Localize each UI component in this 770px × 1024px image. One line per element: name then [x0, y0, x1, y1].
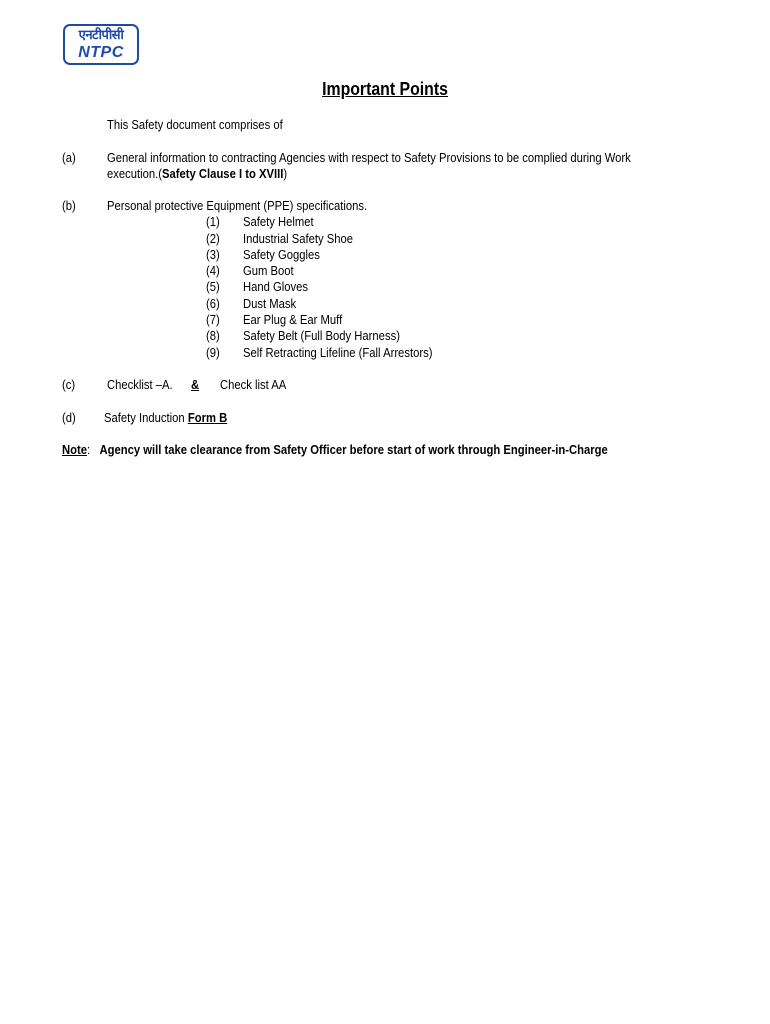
ppe-num-9: (9): [206, 346, 220, 360]
ppe-item-3: Safety Goggles: [243, 248, 320, 262]
intro-text: This Safety document comprises of: [107, 118, 283, 132]
item-b-text: Personal protective Equipment (PPE) specifications.: [107, 199, 368, 213]
form-b-ref: Form B: [187, 411, 228, 425]
ppe-num-7: (7): [206, 313, 220, 327]
ppe-num-5: (5): [206, 280, 220, 294]
checklist-a-text: Checklist –A.: [107, 378, 173, 392]
safety-clause-ref: Safety Clause I to XVIII: [162, 167, 284, 181]
item-d-marker: (d): [62, 411, 76, 425]
logo-english-text: NTPC: [78, 44, 124, 61]
ntpc-logo: [63, 24, 139, 65]
note-line: Note: Agency will take clearance from Safety Officer before start of work through Engineer-in-Charge: [62, 443, 608, 457]
ppe-num-1: (1): [206, 215, 220, 229]
item-b-marker: (b): [62, 199, 76, 213]
ppe-item-2: Industrial Safety Shoe: [243, 232, 354, 246]
ppe-item-4: Gum Boot: [243, 264, 294, 278]
item-a-marker: (a): [62, 151, 76, 165]
note-label: Note: [62, 443, 88, 457]
checklist-aa-text: Check list AA: [220, 378, 287, 392]
item-a-line2: execution.(Safety Clause I to XVIII): [107, 167, 288, 181]
ppe-item-1: Safety Helmet: [243, 215, 314, 229]
page-title: Important Points: [322, 79, 448, 99]
item-d-text: Safety Induction Form B: [104, 411, 228, 425]
ampersand: &: [191, 378, 200, 392]
ppe-item-9: Self Retracting Lifeline (Fall Arrestors): [243, 346, 433, 360]
ppe-num-3: (3): [206, 248, 220, 262]
ppe-num-4: (4): [206, 264, 220, 278]
ppe-item-6: Dust Mask: [243, 297, 297, 311]
item-a-line1: General information to contracting Agencies with respect to Safety Provisions to be complied during Work: [107, 151, 631, 165]
ppe-num-2: (2): [206, 232, 220, 246]
note-text: Agency will take clearance from Safety Officer before start of work through Engineer-in-Charge: [99, 443, 608, 457]
ppe-num-6: (6): [206, 297, 220, 311]
ppe-item-5: Hand Gloves: [243, 280, 309, 294]
item-c-marker: (c): [62, 378, 76, 392]
ppe-item-8: Safety Belt (Full Body Harness): [243, 329, 400, 343]
ppe-num-8: (8): [206, 329, 220, 343]
ppe-item-7: Ear Plug & Ear Muff: [243, 313, 343, 327]
logo-hindi-text: एनटीपीसी: [78, 28, 124, 43]
